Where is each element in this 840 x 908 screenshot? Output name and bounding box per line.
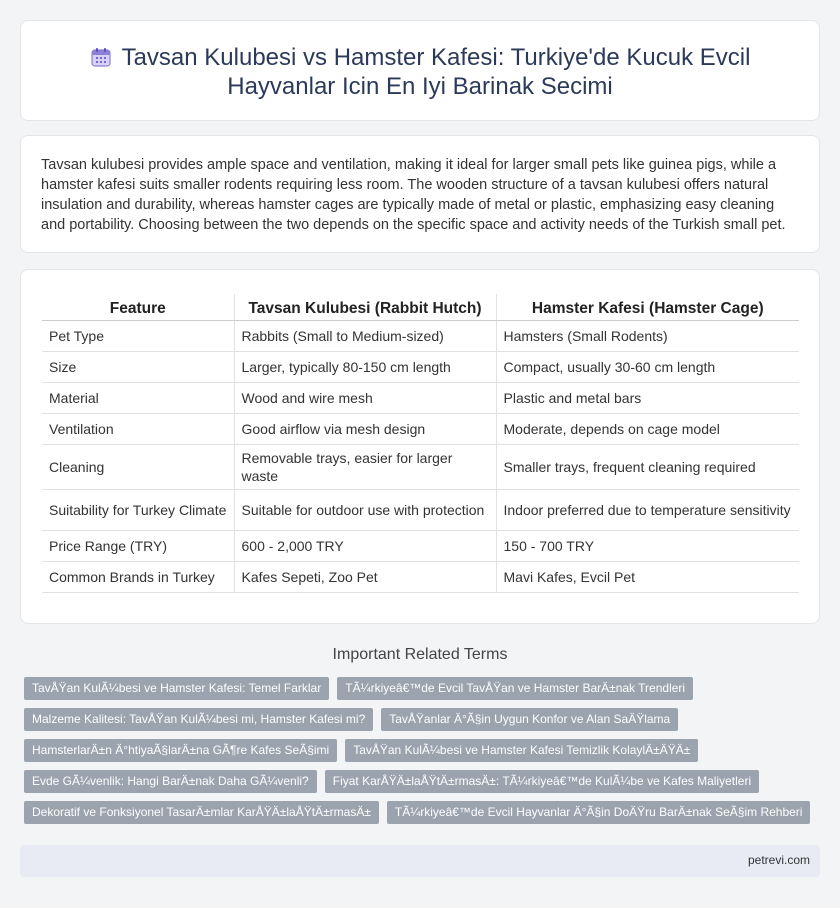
- table-row: [42, 382, 799, 413]
- related-terms-list: [24, 677, 824, 832]
- title-line-2: Hayvanlar Icin En Iyi Barinak Secimi: [227, 73, 613, 100]
- calendar-icon: [90, 46, 112, 68]
- cell-hamster: Smaller trays, frequent cleaning required: [496, 444, 799, 489]
- cell-hamster: Mavi Kafes, Evcil Pet: [496, 561, 799, 592]
- page-title: [21, 43, 819, 101]
- cell-rabbit: Wood and wire mesh: [234, 382, 496, 413]
- related-term-tag[interactable]: Dekoratif ve Fonksiyonel TasarÄ±mlar KarÅŸÄ±laÅŸtÄ±rmasÄ±: [24, 801, 379, 824]
- header-hamster-cage: Hamster Kafesi (Hamster Cage): [496, 294, 799, 320]
- cell-rabbit: Larger, typically 80-150 cm length: [234, 351, 496, 382]
- related-term-tag[interactable]: TavÅŸan KulÃ¼besi ve Hamster Kafesi: Temel Farklar: [24, 677, 329, 700]
- related-terms-heading: Important Related Terms: [332, 646, 508, 663]
- cell-feature: Common Brands in Turkey: [42, 561, 234, 592]
- footer-site-link[interactable]: petrevi.com: [747, 853, 810, 867]
- table-row: [42, 561, 799, 592]
- table-row: [42, 413, 799, 444]
- table-row: [42, 444, 799, 489]
- title-line-1: Tavsan Kulubesi vs Hamster Kafesi: Turkiye'de Kucuk Evcil: [121, 44, 751, 71]
- cell-hamster: Hamsters (Small Rodents): [496, 320, 799, 351]
- footer: [20, 845, 820, 877]
- related-term-tag[interactable]: Evde GÃ¼venlik: Hangi BarÄ±nak Daha GÃ¼venli?: [24, 770, 317, 793]
- cell-feature: Ventilation: [42, 413, 234, 444]
- related-term-tag[interactable]: TÃ¼rkiyeâ€™de Evcil TavÅŸan ve Hamster BarÄ±nak Trendleri: [337, 677, 693, 700]
- cell-hamster: Moderate, depends on cage model: [496, 413, 799, 444]
- related-term-tag[interactable]: TÃ¼rkiyeâ€™de Evcil Hayvanlar Ä°Ã§in DoÄŸru BarÄ±nak SeÃ§im Rehberi: [387, 801, 811, 824]
- intro-card: [20, 135, 820, 253]
- related-term-tag[interactable]: Fiyat KarÅŸÄ±laÅŸtÄ±rmasÄ±: TÃ¼rkiyeâ€™de KulÃ¼be ve Kafes Maliyetleri: [325, 770, 759, 793]
- table-row: [42, 320, 799, 351]
- related-term-tag[interactable]: TavÅŸan KulÃ¼besi ve Hamster Kafesi Temizlik KolaylÄ±ÄŸÄ±: [345, 739, 698, 762]
- related-term-tag[interactable]: TavÅŸanlar Ä°Ã§in Uygun Konfor ve Alan SaÄŸlama: [381, 708, 678, 731]
- cell-hamster: 150 - 700 TRY: [496, 530, 799, 561]
- cell-feature: Pet Type: [42, 320, 234, 351]
- title-card: [20, 20, 820, 121]
- cell-feature: Material: [42, 382, 234, 413]
- comparison-table: [42, 294, 799, 593]
- cell-rabbit: Good airflow via mesh design: [234, 413, 496, 444]
- cell-feature: Cleaning: [42, 444, 234, 489]
- cell-rabbit: Kafes Sepeti, Zoo Pet: [234, 561, 496, 592]
- related-term-tag[interactable]: Malzeme Kalitesi: TavÅŸan KulÃ¼besi mi, Hamster Kafesi mi?: [24, 708, 373, 731]
- comparison-card: [20, 269, 820, 624]
- table-row: [42, 489, 799, 530]
- cell-hamster: Indoor preferred due to temperature sensitivity: [496, 489, 799, 530]
- cell-feature: Suitability for Turkey Climate: [42, 489, 234, 530]
- cell-feature: Price Range (TRY): [42, 530, 234, 561]
- intro-paragraph: Tavsan kulubesi provides ample space and ventilation, making it ideal for larger small pets like guinea pigs, while a hamster kafesi suits smaller rodents requiring less room. The wooden structure of a tavsan kulubesi offers natural insulation and durability, whereas hamster cages are typically made of metal or plastic, emphasizing easy cleaning and portability. Choosing between the two depends on the specific space and activity needs of the Turkish small pet.: [41, 157, 786, 233]
- table-header-row: [42, 294, 799, 320]
- header-rabbit-hutch: Tavsan Kulubesi (Rabbit Hutch): [234, 294, 496, 320]
- cell-rabbit: Suitable for outdoor use with protection: [234, 489, 496, 530]
- cell-feature: Size: [42, 351, 234, 382]
- cell-rabbit: Removable trays, easier for larger waste: [234, 444, 496, 489]
- cell-hamster: Compact, usually 30-60 cm length: [496, 351, 799, 382]
- table-row: [42, 351, 799, 382]
- cell-rabbit: 600 - 2,000 TRY: [234, 530, 496, 561]
- cell-hamster: Plastic and metal bars: [496, 382, 799, 413]
- cell-rabbit: Rabbits (Small to Medium-sized): [234, 320, 496, 351]
- header-feature: Feature: [42, 294, 234, 320]
- related-term-tag[interactable]: HamsterlarÄ±n Ä°htiyaÃ§larÄ±na GÃ¶re Kafes SeÃ§imi: [24, 739, 337, 762]
- table-row: [42, 530, 799, 561]
